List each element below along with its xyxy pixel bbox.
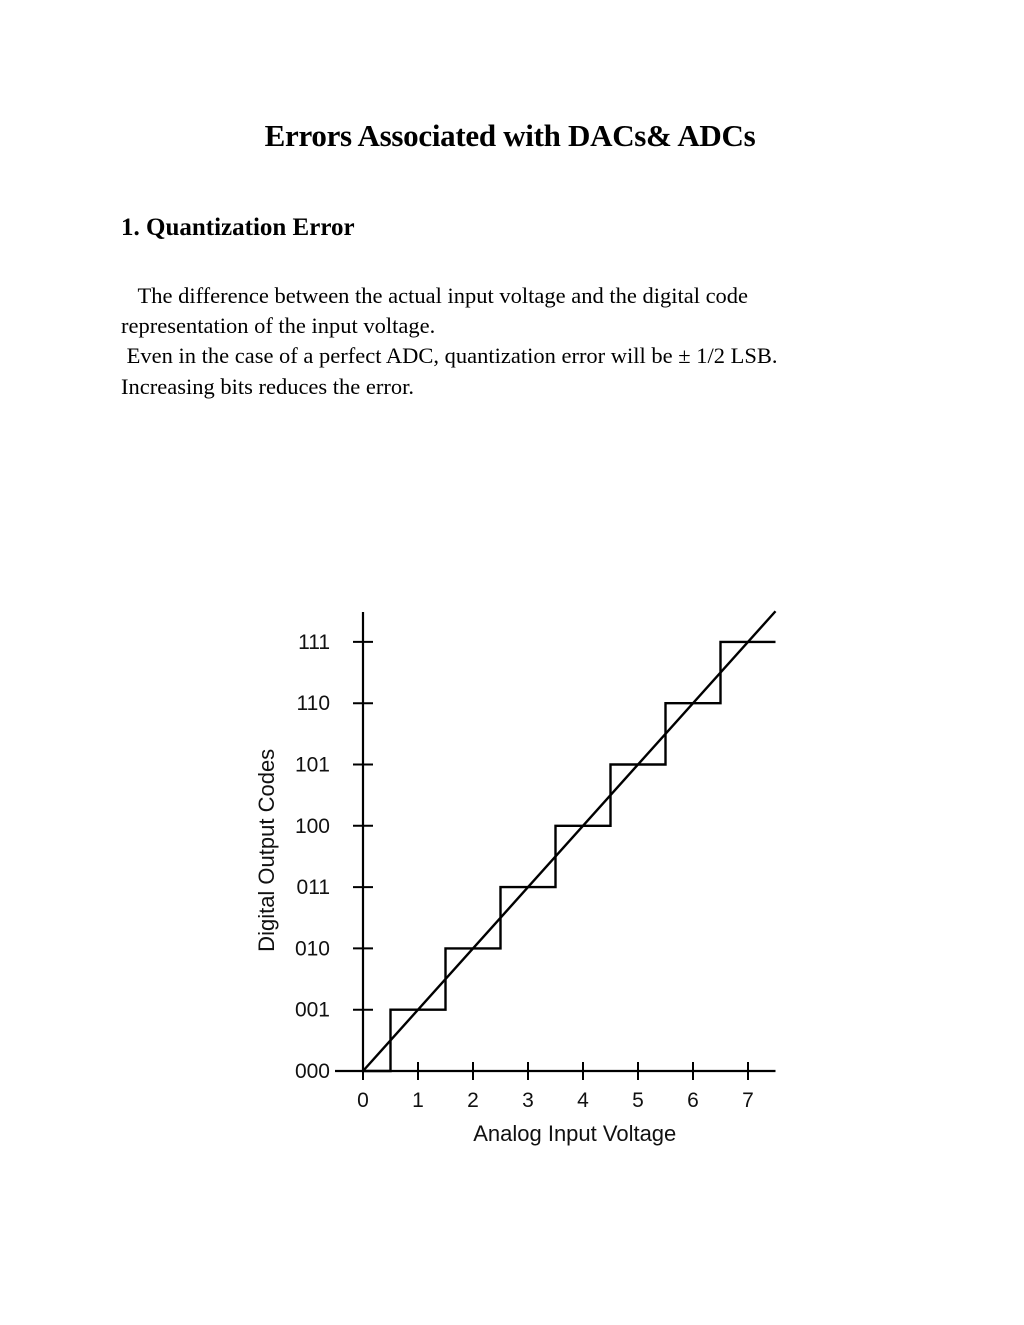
x-tick-label: 4 [577,1089,589,1112]
x-tick-label: 7 [742,1089,754,1112]
x-tick-label: 2 [467,1089,479,1112]
x-tick-label: 6 [687,1089,699,1112]
page-title: Errors Associated with DACs& ADCs [264,118,756,153]
y-tick-label: 011 [296,876,330,900]
staircase-line [363,642,776,1071]
paragraph-line-1: The difference between the actual input voltage and the digital code [121,283,749,308]
series-layer [363,611,776,1071]
x-tick-label: 1 [412,1089,424,1112]
y-tick-label: 101 [294,753,330,777]
x-axis-label: Analog Input Voltage [473,1121,677,1146]
ideal-transfer-line [363,611,776,1071]
quantization-chart [240,600,800,1160]
y-tick-label: 111 [298,630,330,654]
y-tick-label: 010 [294,937,330,961]
paragraph-line-3: Even in the case of a perfect ADC, quantization error will be ± 1/2 LSB. [121,343,778,368]
x-tick-label: 0 [357,1089,369,1112]
labels-layer [254,631,754,1146]
x-tick-label: 5 [632,1089,644,1112]
section-heading: 1. Quantization Error [121,214,355,241]
y-tick-label: 110 [296,692,330,716]
y-tick-label: 001 [294,998,330,1022]
y-tick-label: 000 [294,1060,330,1083]
y-axis-label: Digital Output Codes [254,748,279,952]
x-tick-label: 3 [522,1089,534,1112]
paragraph-line-4: Increasing bits reduces the error. [121,374,415,399]
paragraph-line-2: representation of the input voltage. [121,313,436,338]
y-tick-label: 100 [294,814,330,838]
